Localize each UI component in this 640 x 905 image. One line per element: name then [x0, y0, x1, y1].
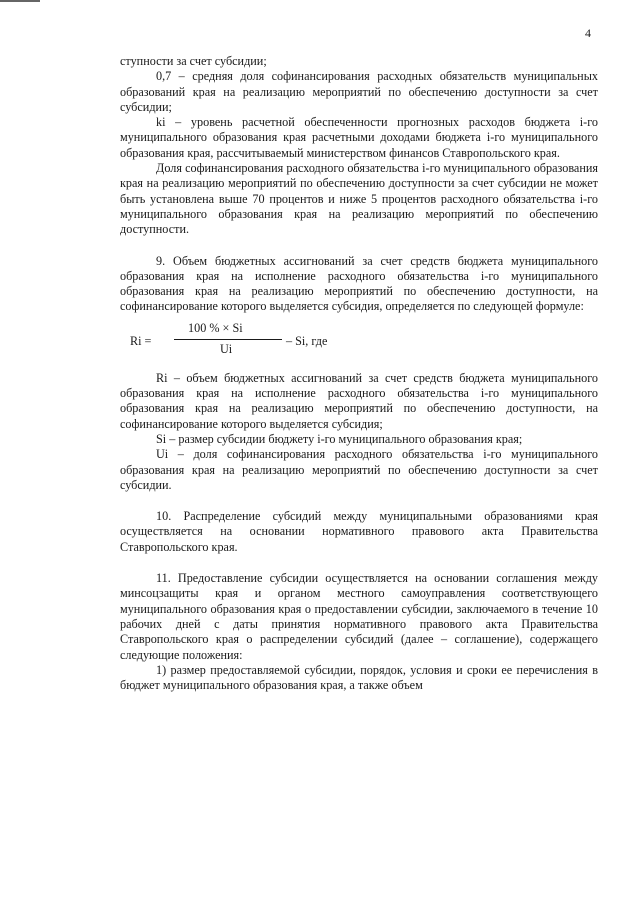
spacer — [120, 238, 598, 254]
scan-corner-mark — [0, 0, 40, 2]
page-number: 4 — [585, 26, 591, 40]
spacer — [120, 555, 598, 571]
paragraph: Si – размер субсидии бюджету i-го муниципального образования края; — [156, 431, 523, 446]
formula-denominator: Ui — [220, 341, 233, 356]
formula-numerator: 100 % × Si — [188, 320, 243, 335]
paragraph: Доля софинансирования расходного обязательства i-го муниципального образования края на реализацию мероприятий по обеспечению доступности за счет субсидии не может быть установлена выше 70 процентов и ниже 5 процентов расходного обязательства i-го муниципального образования края на реализацию мероприятий по обеспечению доступности. — [120, 161, 598, 237]
formula — [120, 321, 598, 361]
paragraph: 9. Объем бюджетных ассигнований за счет средств бюджета муниципального образования края на исполнение расходного обязательства i-го муниципального образования края на реализацию мероприятий по обеспечению доступности, на софинансирование которого выделяется субсидия, определяется по следующей формуле: — [120, 253, 598, 314]
paragraph: 0,7 – средняя доля софинансирования расходных обязательств муниципальных образований края на реализацию мероприятий по обеспечению доступности за счет субсидии; — [120, 69, 598, 114]
document-body — [120, 54, 598, 693]
formula-tail: – Si, где — [286, 333, 328, 348]
paragraph: 10. Распределение субсидий между муниципальными образованиями края осуществляется на основании нормативного правового акта Правительства Ставропольского края. — [120, 509, 598, 554]
paragraph: Ri – объем бюджетных ассигнований за счет средств бюджета муниципального образования края на исполнение расходного обязательства i-го муниципального образования края на реализацию мероприятий по обеспечению доступности, на софинансирование которого выделяется субсидия; — [120, 370, 598, 431]
paragraph: ki – уровень расчетной обеспеченности прогнозных расходов бюджета i-го муниципального образования края расчетными доходами бюджета i-го муниципального образования края, рассчитываемый министерством финансов Ставропольского края. — [120, 115, 598, 160]
spacer — [120, 493, 598, 509]
formula-lhs: Ri = — [130, 333, 152, 348]
paragraph: 1) размер предоставляемой субсидии, порядок, условия и сроки ее перечисления в бюджет муниципального образования края, а также объем — [120, 662, 598, 693]
paragraph: 11. Предоставление субсидии осуществляется на основании соглашения между минсоцзащиты края и органом местного самоуправления соответствующего муниципального образования края о предоставлении субсидии, заключаемого в течение 10 рабочих дней с даты принятия нормативного правового акта Правительства Ставропольского края о распределении субсидий (далее – соглашение), содержащего следующие положения: — [120, 571, 598, 662]
fraction-bar — [174, 339, 282, 340]
paragraph: Ui – доля софинансирования расходного обязательства i-го муниципального образования края на реализацию мероприятий по обеспечению доступности за счет субсидии. — [120, 447, 598, 492]
paragraph: ступности за счет субсидии; — [120, 54, 267, 68]
